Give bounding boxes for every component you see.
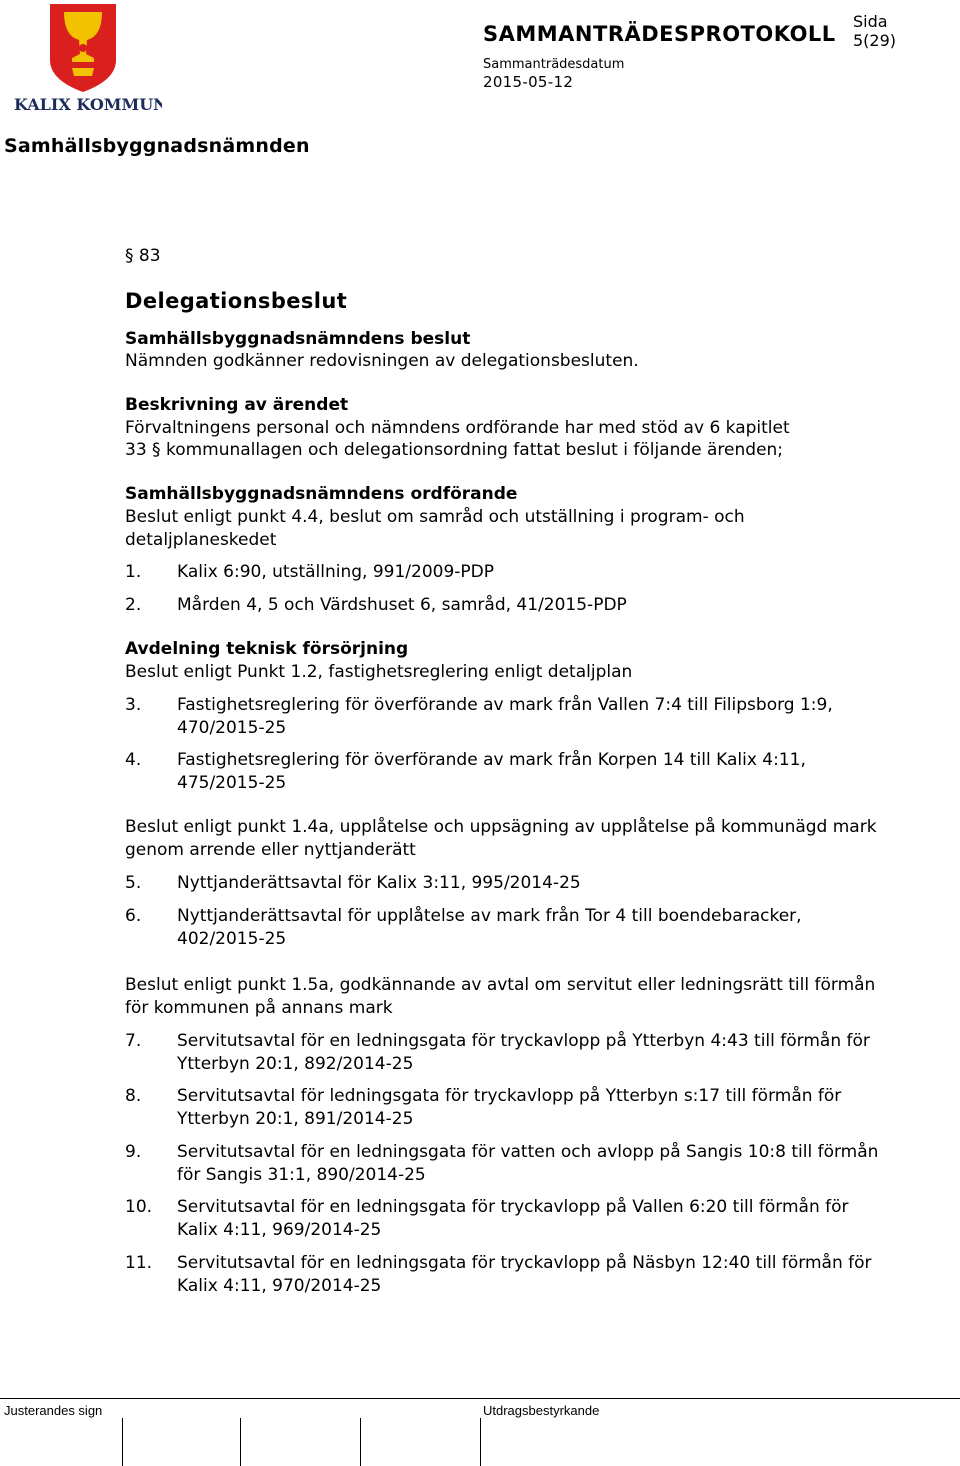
list-item: 4. Fastighetsreglering för överförande av mark från Korpen 14 till Kalix 4:11, 475/2015-25 — [125, 750, 806, 793]
group-subheading: Beslut enligt Punkt 1.2, fastighetsreglering enligt detaljplan — [125, 662, 633, 682]
description-line-2: 33 § kommunallagen och delegationsordning fattat beslut i följande ärenden; — [125, 440, 784, 460]
list-item: 8. Servitutsavtal för ledningsgata för tryckavlopp på Ytterbyn s:17 till förmån för Ytterbyn 20:1, 891/2014-25 — [125, 1086, 842, 1129]
list-item: 5. Nyttjanderättsavtal för Kalix 3:11, 995/2014-25 — [125, 873, 581, 893]
signature-box-divider — [240, 1418, 241, 1466]
decision-heading: Samhällsbyggnadsnämndens beslut — [125, 329, 471, 349]
decision-text: Nämnden godkänner redovisningen av delegationsbesluten. — [125, 351, 639, 371]
decision-list — [125, 594, 885, 617]
page-label: Sida — [853, 12, 888, 31]
list-item: 9. Servitutsavtal för en ledningsgata för vatten och avlopp på Sangis 10:8 till förmån för Sangis 31:1, 890/2014-25 — [125, 1142, 879, 1185]
list-item: 11. Servitutsavtal för en ledningsgata för tryckavlopp på Näsbyn 12:40 till förmån för Kalix 4:11, 970/2014-25 — [125, 1253, 872, 1296]
meeting-date: 2015-05-12 — [483, 73, 574, 91]
decision-list — [125, 1085, 885, 1131]
decision-list — [125, 1141, 885, 1187]
paragraph-sign-icon: § — [152, 440, 161, 460]
decision-list — [125, 1252, 885, 1298]
group-heading: Avdelning teknisk försörjning — [125, 639, 409, 659]
group-subheading: Beslut enligt punkt 1.4a, upplåtelse och uppsägning av upplåtelse på kommunägd mark genom arrende eller nyttjanderätt — [125, 817, 877, 860]
decision-list — [125, 1030, 885, 1076]
group-subheading: Beslut enligt punkt 4.4, beslut om samråd och utställning i program- och detaljplaneskedet — [125, 507, 745, 550]
signature-label: Justerandes sign — [4, 1403, 103, 1418]
description-heading: Beskrivning av ärendet — [125, 395, 349, 415]
footer-divider — [0, 1398, 960, 1399]
section-number: § 83 — [125, 246, 161, 266]
list-item: 1. Kalix 6:90, utställning, 991/2009-PDP — [125, 562, 495, 582]
signature-box-divider — [360, 1418, 361, 1466]
section-title: Delegationsbeslut — [125, 289, 348, 313]
decision-list — [125, 694, 885, 740]
decision-list — [125, 872, 885, 895]
kalix-kommun-logo — [12, 2, 162, 114]
list-item: 2. Mården 4, 5 och Värdshuset 6, samråd, 41/2015-PDP — [125, 595, 627, 615]
document-title: SAMMANTRÄDESPROTOKOLL — [483, 22, 836, 46]
coat-of-arms-icon — [12, 2, 162, 114]
description-line-1: Förvaltningens personal och nämndens ordförande har med stöd av 6 kapitlet — [125, 418, 790, 438]
meeting-date-label: Sammanträdesdatum — [483, 57, 625, 72]
signature-box-divider — [122, 1418, 123, 1466]
decision-list — [125, 905, 885, 951]
group-heading: Samhällsbyggnadsnämndens ordförande — [125, 484, 518, 504]
list-item: 10. Servitutsavtal för en ledningsgata för tryckavlopp på Vallen 6:20 till förmån för Kalix 4:11, 969/2014-25 — [125, 1197, 849, 1240]
list-item: 3. Fastighetsreglering för överförande av mark från Vallen 7:4 till Filipsborg 1:9, 470/2015-25 — [125, 695, 833, 738]
decision-list — [125, 561, 885, 584]
list-item: 6. Nyttjanderättsavtal för upplåtelse av mark från Tor 4 till boendebaracker, 402/2015-25 — [125, 906, 802, 949]
certification-label: Utdragsbestyrkande — [483, 1403, 600, 1418]
group-subheading: Beslut enligt punkt 1.5a, godkännande av avtal om servitut eller ledningsrätt till förmån för kommunen på annans mark — [125, 975, 876, 1018]
list-item: 7. Servitutsavtal för en ledningsgata för tryckavlopp på Ytterbyn 4:43 till förmån för Ytterbyn 20:1, 892/2014-25 — [125, 1031, 870, 1074]
page-number: 5(29) — [853, 31, 897, 50]
paragraph-sign-icon: § — [125, 246, 139, 266]
committee-name: Samhällsbyggnadsnämnden — [4, 135, 310, 157]
signature-box-divider — [480, 1418, 481, 1466]
decision-list — [125, 749, 885, 795]
decision-list — [125, 1196, 885, 1242]
svg-text:KALIX KOMMUN: KALIX KOMMUN — [14, 95, 162, 114]
